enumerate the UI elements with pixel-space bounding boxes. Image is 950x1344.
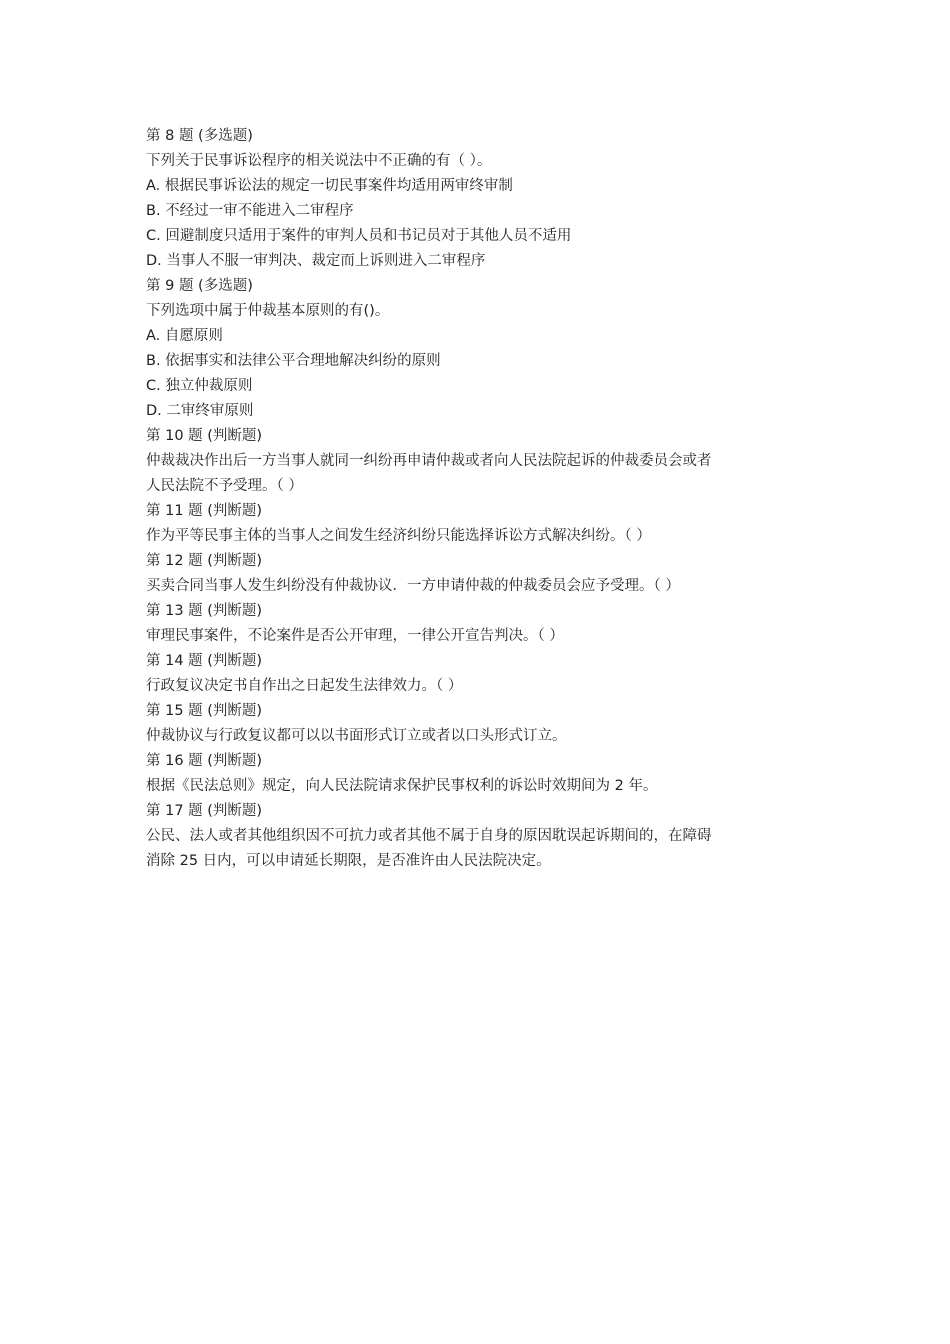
question-stem: 作为平等民事主体的当事人之间发生经济纠纷只能选择诉讼方式解决纠纷。（ ）	[146, 528, 651, 544]
question-stem-line: 公民、法人或者其他组织因不可抗力或者其他不属于自身的原因耽误起诉期间的，在障碍	[146, 828, 712, 844]
question-stem: 根据《民法总则》规定，向人民法院请求保护民事权利的诉讼时效期间为 2 年。	[146, 778, 658, 794]
question-stem: 下列关于民事诉讼程序的相关说法中不正确的有（ ）。	[146, 153, 492, 169]
document-body	[146, 124, 816, 874]
question-header: 第 10 题 (判断题)	[146, 428, 263, 444]
question-header: 第 16 题 (判断题)	[146, 753, 263, 769]
option-a: A. 根据民事诉讼法的规定一切民事案件均适用两审终审制	[146, 178, 513, 194]
question-stem: 下列选项中属于仲裁基本原则的有()。	[146, 303, 390, 319]
question-stem-line: 仲裁裁决作出后一方当事人就同一纠纷再申请仲裁或者向人民法院起诉的仲裁委员会或者	[146, 453, 712, 469]
option-b: B. 不经过一审不能进入二审程序	[146, 203, 354, 219]
question-header: 第 15 题 (判断题)	[146, 703, 263, 719]
question-stem-line: 人民法院不予受理。（ ）	[146, 478, 303, 494]
option-c: C. 独立仲裁原则	[146, 378, 253, 394]
question-header: 第 17 题 (判断题)	[146, 803, 263, 819]
question-header: 第 8 题 (多选题)	[146, 128, 253, 144]
question-header: 第 9 题 (多选题)	[146, 278, 253, 294]
option-d: D. 当事人不服一审判决、裁定而上诉则进入二审程序	[146, 253, 486, 269]
question-stem-line: 消除 25 日内，可以申请延长期限，是否准许由人民法院决定。	[146, 853, 551, 869]
option-a: A. 自愿原则	[146, 328, 223, 344]
option-c: C. 回避制度只适用于案件的审判人员和书记员对于其他人员不适用	[146, 228, 572, 244]
question-stem: 买卖合同当事人发生纠纷没有仲裁协议．一方申请仲裁的仲裁委员会应予受理。（ ）	[146, 578, 680, 594]
question-stem: 行政复议决定书自作出之日起发生法律效力。（ ）	[146, 678, 463, 694]
option-b: B. 依据事实和法律公平合理地解决纠纷的原则	[146, 353, 441, 369]
question-stem: 仲裁协议与行政复议都可以以书面形式订立或者以口头形式订立。	[146, 728, 567, 744]
option-d: D. 二审终审原则	[146, 403, 254, 419]
question-header: 第 12 题 (判断题)	[146, 553, 263, 569]
question-header: 第 13 题 (判断题)	[146, 603, 263, 619]
question-header: 第 14 题 (判断题)	[146, 653, 263, 669]
question-header: 第 11 题 (判断题)	[146, 503, 263, 519]
question-stem: 审理民事案件，不论案件是否公开审理，一律公开宣告判决。（ ）	[146, 628, 564, 644]
